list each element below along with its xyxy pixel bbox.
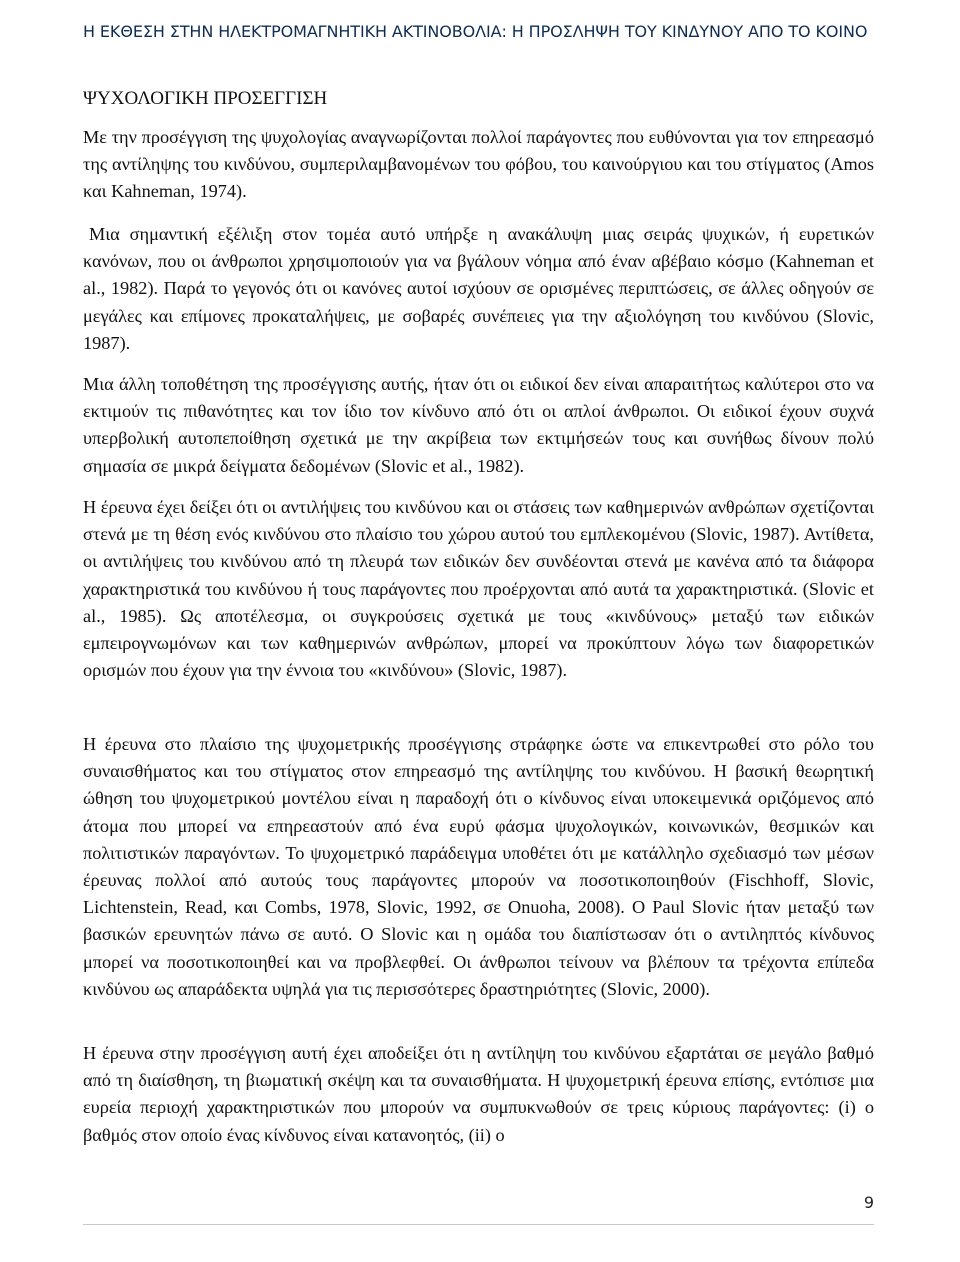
page-number: 9 xyxy=(863,1193,874,1212)
footer-divider xyxy=(83,1224,874,1225)
section-heading: ΨΥΧΟΛΟΓΙΚΗ ΠΡΟΣΕΓΓΙΣΗ xyxy=(83,88,328,109)
paragraph-4: Η έρευνα έχει δείξει ότι οι αντιλήψεις του κινδύνου και οι στάσεις των καθημερινών ανθρώπων σχετίζονται στενά με τη θέση ενός κινδύνου στο πλαίσιο του χώρου αυτού του εμπλεκομένου (Slovic, 1987). Αντίθετα, οι αντιλήψεις του κινδύνου από τη πλευρά των ειδικών δεν συνδέονται στενά με κανένα από τα διάφορα χαρακτηριστικά του κινδύνου ή τους παράγοντες που προέρχονται από αυτά τα χαρακτηριστικά. (Slovic et al., 1985). Ως αποτέλεσμα, οι συγκρούσεις σχετικά με τους «κινδύνους» μεταξύ των ειδικών εμπειρογνωμόνων και των καθημερινών ανθρώπων, μπορεί να προκύπτουν λόγω των διαφορετικών ορισμών που έχουν για την έννοια του «κινδύνου» (Slovic, 1987). xyxy=(83,497,874,681)
paragraph-2: Μια σημαντική εξέλιξη στον τομέα αυτό υπήρξε η ανακάλυψη μιας σειράς ψυχικών, ή ευρετικών κανόνων, που οι άνθρωποι χρησιμοποιούν για να βγάλουν νόημα από έναν αβέβαιο κόσμο (Kahneman et al., 1982). Παρά το γεγονός ότι οι κανόνες αυτοί ισχύουν σε ορισμένες περιπτώσεις, σε άλλες οδηγούν σε μεγάλες και επίμονες προκαταλήψεις, με σοβαρές συνέπειες για την αξιολόγηση του κινδύνου (Slovic, 1987). xyxy=(83,224,874,353)
paragraph-5: Η έρευνα στο πλαίσιο της ψυχομετρικής προσέγγισης στράφηκε ώστε να επικεντρωθεί στο ρόλο του συναισθήματος και του στίγματος στον επηρεασμό της αντίληψης του κινδύνου. Η βασική θεωρητική ώθηση του ψυχομετρικού μοντέλου είναι η παραδοχή ότι ο κίνδυνος είναι υποκειμενικά οριζόμενος από άτομα που μπορεί να επηρεαστούν από ένα ευρύ φάσμα ψυχολογικών, κοινωνικών, θεσμικών και πολιτιστικών παραγόντων. Το ψυχομετρικό παράδειγμα υποθέτει ότι με κατάλληλο σχεδιασμό των μέσων έρευνας πολλοί από αυτούς τους παράγοντες μπορούν να ποσοτικοποιηθούν (Fischhoff, Slovic, Lichtenstein, Read, και Combs, 1978, Slovic, 1992, σε Onuoha, 2008). Ο Paul Slovic ήταν μεταξύ των βασικών ερευνητών πάνω σε αυτό. Ο Slovic και η ομάδα του διαπίστωσαν ότι ο αντιληπτός κίνδυνος μπορεί να ποσοτικοποιηθεί και να προβλεφθεί. Οι άνθρωποι τείνουν να βλέπουν τα τρέχοντα επίπεδα κινδύνου ως απαράδεκτα υψηλά για τις περισσότερες δραστηριότητες (Slovic, 2000). xyxy=(83,734,874,999)
running-header-title: Η ΕΚΘΕΣΗ ΣΤΗΝ ΗΛΕΚΤΡΟΜΑΓΝΗΤΙΚΗ ΑΚΤΙΝΟΒΟΛΙΑ: Η ΠΡΟΣΛΗΨΗ ΤΟΥ ΚΙΝΔΥΝΟΥ ΑΠΟ ΤΟ ΚΟΙΝΟ xyxy=(83,22,868,41)
paragraph-1: Με την προσέγγιση της ψυχολογίας αναγνωρίζονται πολλοί παράγοντες που ευθύνονται για τον επηρεασμό της αντίληψης του κινδύνου, συμπεριλαμβανομένων του φόβου, του καινούργιου και του στίγματος (Amos και Kahneman, 1974). xyxy=(83,127,874,202)
paragraph-6: Η έρευνα στην προσέγγιση αυτή έχει αποδείξει ότι η αντίληψη του κινδύνου εξαρτάται σε μεγάλο βαθμό από τη διαίσθηση, τη βιωματική σκέψη και τα συναισθήματα. Η ψυχομετρική έρευνα επίσης, εντόπισε μια ευρεία περιοχή χαρακτηριστικών που μπορούν να συμπυκνωθούν σε τρεις κύριους παράγοντες: (i) ο βαθμός στον οποίο ένας κίνδυνος είναι κατανοητός, (ii) ο xyxy=(83,1043,874,1145)
paragraph-3: Μια άλλη τοποθέτηση της προσέγγισης αυτής, ήταν ότι οι ειδικοί δεν είναι απαραιτήτως καλύτεροι στο να εκτιμούν τις πιθανότητες και τον ίδιο τον κίνδυνο από ότι οι απλοί άνθρωποι. Οι ειδικοί έχουν συχνά υπερβολική αυτοπεποίθηση σχετικά με την ακρίβεια των εκτιμήσεών τους και συνήθως δίνουν πολύ σημασία σε μικρά δείγματα δεδομένων (Slovic et al., 1982). xyxy=(83,374,874,476)
